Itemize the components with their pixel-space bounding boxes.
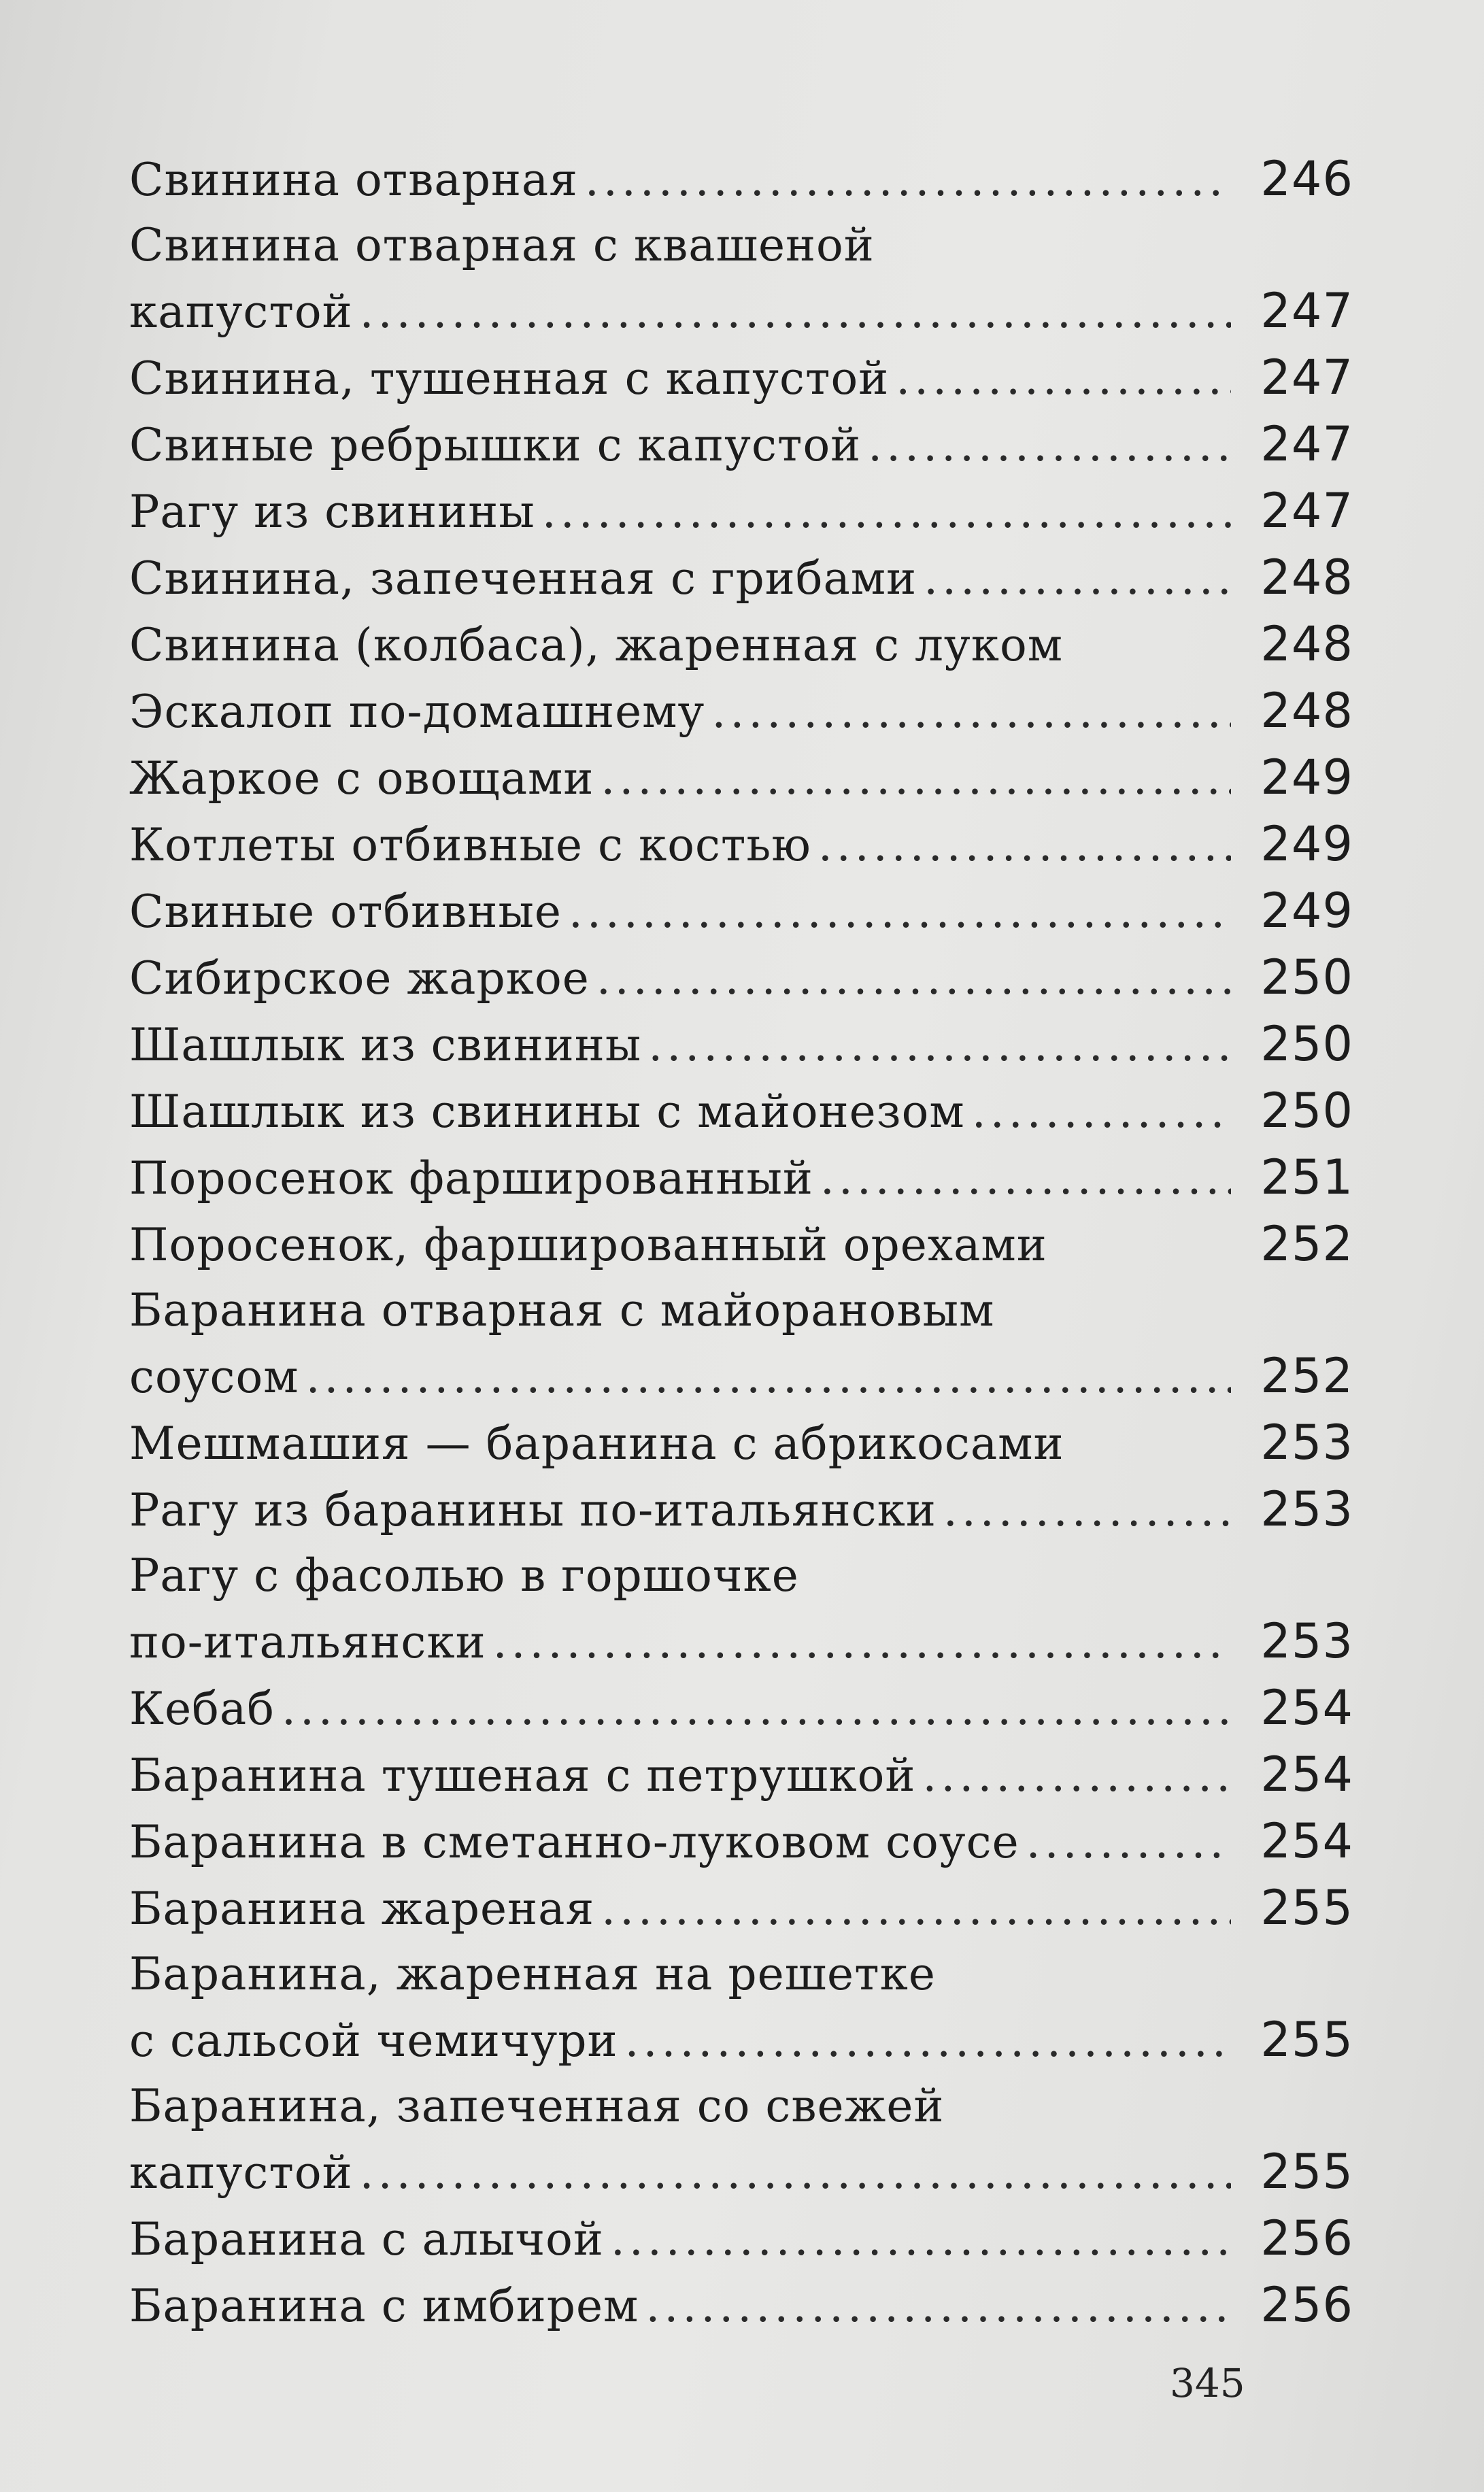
toc-entry-page: 249	[1260, 816, 1353, 872]
toc-entry-title-line: Рагу с фасолью в горшочке	[129, 1549, 799, 1602]
toc-entry-title: Свиные ребрышки с капустой	[129, 419, 862, 471]
toc-entry-page: 254	[1260, 1680, 1353, 1736]
toc-entry	[129, 878, 1353, 945]
toc-entry-row	[129, 1078, 1353, 1145]
toc-entry-row	[129, 345, 1353, 411]
toc-entry-row	[129, 2139, 1353, 2206]
toc-entry	[129, 1675, 1353, 1742]
toc-entry-page: 252	[1260, 1216, 1353, 1272]
toc-entry	[129, 146, 1353, 213]
toc-entry-page: 256	[1260, 2277, 1353, 2333]
toc-entry-row	[129, 678, 1353, 745]
toc-entry-row	[129, 745, 1353, 811]
dot-leader	[569, 879, 1231, 945]
toc-entry-title: Свинина отварная	[129, 154, 578, 206]
dot-leader	[648, 1013, 1231, 1078]
toc-entry-page: 254	[1260, 1747, 1353, 1802]
toc-entry-title: Баранина тушеная с петрушкой	[129, 1749, 916, 1802]
toc-entry-page: 246	[1260, 151, 1353, 207]
toc-entry	[129, 1211, 1353, 1278]
toc-entry-title-line: Баранина, жаренная на решетке	[129, 1948, 936, 2000]
toc-entry-title: капустой	[129, 2146, 353, 2199]
dot-leader	[943, 1478, 1231, 1543]
toc-entry	[129, 1011, 1353, 1078]
toc-entry-row	[129, 478, 1353, 545]
toc-entry-page: 247	[1260, 483, 1353, 539]
toc-entry-title: Рагу из баранины по-итальянски	[129, 1484, 937, 1536]
toc-entry-page: 251	[1260, 1149, 1353, 1205]
toc-entry-row	[129, 2272, 1353, 2339]
toc-entry	[129, 611, 1353, 678]
toc-entry	[129, 945, 1353, 1011]
toc-entry	[129, 545, 1353, 611]
toc-entry-page: 255	[1260, 2144, 1353, 2200]
dot-leader	[585, 148, 1231, 213]
toc-entry-row	[129, 1609, 1353, 1675]
toc-entry-title: соусом	[129, 1351, 299, 1403]
toc-entry-row	[129, 146, 1353, 213]
toc-entry-row	[129, 1011, 1353, 1078]
toc-entry-row	[129, 1675, 1353, 1742]
toc-entry	[129, 2206, 1353, 2272]
toc-entry-row	[129, 611, 1353, 678]
toc-entry-title: Поросенок, фаршированный орехами	[129, 1219, 1047, 1271]
toc-entry-title: Свиные отбивные	[129, 886, 562, 938]
toc-entry	[129, 411, 1353, 478]
toc-entry	[129, 811, 1353, 878]
toc-entry-page: 249	[1260, 750, 1353, 805]
toc-entry-page: 247	[1260, 350, 1353, 405]
toc-entry-row	[129, 545, 1353, 611]
dot-leader	[711, 679, 1231, 745]
dot-leader	[818, 813, 1231, 878]
toc-entry-page: 248	[1260, 683, 1353, 739]
toc-entry	[129, 478, 1353, 545]
toc-entry	[129, 1278, 1353, 1410]
toc-entry-page: 249	[1260, 883, 1353, 939]
toc-entry	[129, 745, 1353, 811]
toc-entry-page: 250	[1260, 949, 1353, 1005]
dot-leader	[542, 479, 1231, 545]
toc-entry-row	[129, 1145, 1353, 1211]
toc-entry-title: Баранина с алычой	[129, 2213, 604, 2266]
dot-leader	[601, 1876, 1231, 1942]
dot-leader	[360, 280, 1231, 345]
dot-leader	[625, 2008, 1231, 2074]
dot-leader	[601, 746, 1231, 811]
dot-leader	[611, 2207, 1231, 2272]
dot-leader	[1026, 1810, 1231, 1875]
toc-entry-row	[129, 2206, 1353, 2272]
toc-entry-page: 250	[1260, 1016, 1353, 1072]
page-number: 345	[1170, 2360, 1245, 2406]
toc-entry-title: Свинина, тушенная с капустой	[129, 352, 890, 405]
toc-entry	[129, 1078, 1353, 1145]
toc-entry-title: Свинина, запеченная с грибами	[129, 552, 917, 605]
toc-entry-title-line: Свинина отварная с квашеной	[129, 219, 875, 271]
toc-entry-page: 247	[1260, 283, 1353, 339]
toc-entry-title: Шашлык из свинины с майонезом	[129, 1085, 965, 1138]
toc-entry-page: 255	[1260, 1880, 1353, 1936]
toc-entry	[129, 345, 1353, 411]
dot-leader	[596, 946, 1231, 1011]
dot-leader	[306, 1345, 1231, 1410]
toc-entry-page: 255	[1260, 2012, 1353, 2068]
toc-entry-page: 250	[1260, 1083, 1353, 1139]
toc-entry-row	[129, 1742, 1353, 1808]
toc-entry	[129, 1145, 1353, 1211]
toc-entry	[129, 2272, 1353, 2339]
toc-entry	[129, 678, 1353, 745]
toc-entry-title: с сальсой чемичури	[129, 2015, 618, 2067]
toc-entry-title: Баранина в сметанно-луковом соусе	[129, 1816, 1019, 1868]
dot-leader	[896, 346, 1231, 411]
toc-entry	[129, 1543, 1353, 1675]
toc-entry-row	[129, 2007, 1353, 2074]
toc-entry-page: 254	[1260, 1813, 1353, 1869]
toc-entry	[129, 1942, 1353, 2074]
toc-entry	[129, 1477, 1353, 1543]
toc-entry-page: 248	[1260, 550, 1353, 605]
toc-entry-page: 248	[1260, 616, 1353, 672]
dot-leader	[493, 1610, 1231, 1675]
toc-entry-title-line: Баранина отварная с майорановым	[129, 1284, 995, 1336]
toc-entry-page: 247	[1260, 416, 1353, 472]
dot-leader	[282, 1677, 1231, 1742]
toc-entry-row	[129, 278, 1353, 345]
toc-entry-row	[129, 878, 1353, 945]
toc-entry-title: Баранина с имбирем	[129, 2280, 639, 2332]
toc-entry-row	[129, 1211, 1353, 1278]
toc-entry-page: 253	[1260, 1481, 1353, 1537]
toc-entry	[129, 213, 1353, 345]
toc-entry-title: Поросенок фаршированный	[129, 1152, 813, 1205]
toc-entry-title: Мешмашия — баранина с абрикосами	[129, 1417, 1064, 1470]
toc-entry	[129, 2074, 1353, 2206]
dot-leader	[972, 1079, 1231, 1145]
toc-entry-title: Сибирское жаркое	[129, 952, 590, 1005]
toc-entry-title: Свинина (колбаса), жаренная с луком	[129, 619, 1064, 671]
toc-entry-row	[129, 945, 1353, 1011]
toc-entry-page: 253	[1260, 1415, 1353, 1470]
toc-entry-page: 252	[1260, 1348, 1353, 1404]
toc-entry	[129, 1875, 1353, 1942]
toc-entry-title: Котлеты отбивные с костью	[129, 819, 811, 871]
dot-leader	[645, 2274, 1231, 2339]
toc-entry-title: Эскалоп по-домашнему	[129, 686, 705, 738]
toc-entry-title: Баранина жареная	[129, 1883, 595, 1935]
toc-entry-row	[129, 1410, 1353, 1477]
toc-entry-row	[129, 1477, 1353, 1543]
toc-entry	[129, 1410, 1353, 1477]
toc-entry	[129, 1808, 1353, 1875]
toc-entry-title: по-итальянски	[129, 1616, 486, 1668]
toc-entry-row	[129, 1343, 1353, 1410]
toc-entry-title-line: Баранина, запеченная со свежей	[129, 2080, 945, 2132]
toc-entry-title: Рагу из свинины	[129, 486, 535, 538]
dot-leader	[360, 2140, 1231, 2206]
toc-entry-title: Кебаб	[129, 1683, 275, 1735]
toc-entry-row	[129, 411, 1353, 478]
toc-entry-title: капустой	[129, 286, 353, 338]
table-of-contents	[129, 146, 1353, 2339]
toc-entry-title: Жаркое с овощами	[129, 752, 594, 805]
toc-entry-title: Шашлык из свинины	[129, 1019, 642, 1071]
dot-leader	[868, 413, 1231, 478]
toc-entry-row	[129, 1875, 1353, 1942]
toc-entry-page: 256	[1260, 2210, 1353, 2266]
toc-entry-page: 253	[1260, 1613, 1353, 1669]
toc-entry-row	[129, 1808, 1353, 1875]
dot-leader	[922, 1743, 1231, 1808]
dot-leader	[820, 1146, 1231, 1211]
toc-entry-row	[129, 811, 1353, 878]
toc-entry	[129, 1742, 1353, 1808]
dot-leader	[924, 546, 1231, 611]
